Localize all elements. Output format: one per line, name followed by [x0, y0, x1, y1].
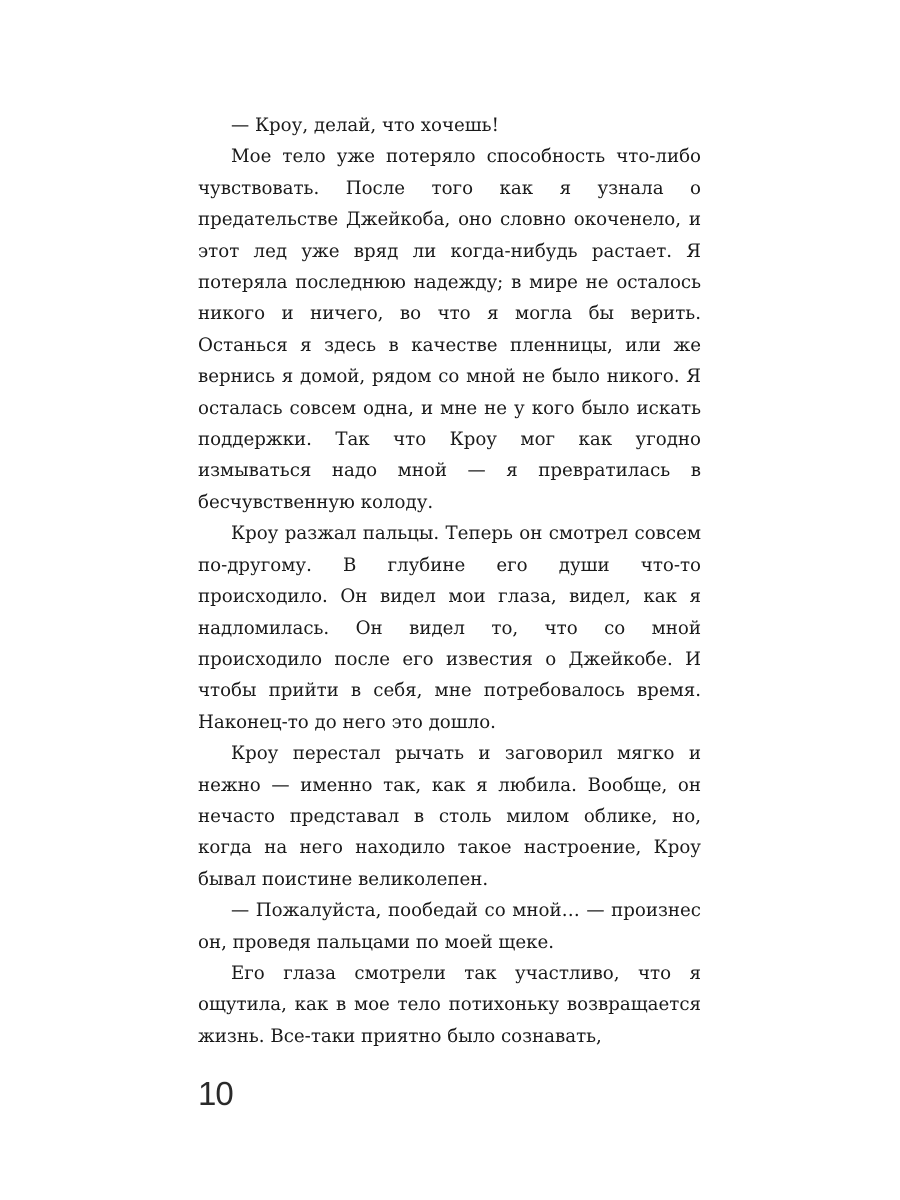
paragraph-5: — Пожалуйста, пообедай со мной… — произнес он, проведя пальцами по моей щеке. [198, 900, 701, 953]
paragraph-4: Кроу перестал рычать и заговорил мягко и нежно — именно так, как я любила. Вообще, он нечасто представал в столь милом облике, но, когда на него находило такое настроение, Кроу бывал поистине великолепен. [198, 743, 701, 890]
paragraph-3: Кроу разжал пальцы. Теперь он смотрел совсем по-другому. В глубине его души что-то происходило. Он видел мои глаза, видел, как я надломилась. Он видел то, что со мной происходило после его известия о Джейкобе. И чтобы прийти в себя, мне потребовалось время. Наконец-то до него это дошло. [198, 523, 701, 733]
body-text [198, 110, 701, 1052]
paragraph-6: Его глаза смотрели так участливо, что я ощутила, как в мое тело потихоньку возвращается жизнь. Все-таки приятно было сознавать, [198, 962, 701, 1047]
paragraph-2: Мое тело уже потеряло способность что-либо чувствовать. После того как я узнала о предательстве Джейкоба, оно словно окоченело, и этот лед уже вряд ли когда-нибудь растает. Я потеряла последнюю надежду; в мире не осталось никого и ничего, во что я могла бы верить. Останься я здесь в качестве пленницы, или же вернись я домой, рядом со мной не было никого. Я осталась совсем одна, и мне не у кого было искать поддержки. Так что Кроу мог как угодно измываться надо мной — я превратилась в бесчувственную колоду. [198, 146, 701, 513]
page-number: 10 [198, 1075, 233, 1112]
paragraph-1: — Кроу, делай, что хочешь! [231, 115, 499, 136]
